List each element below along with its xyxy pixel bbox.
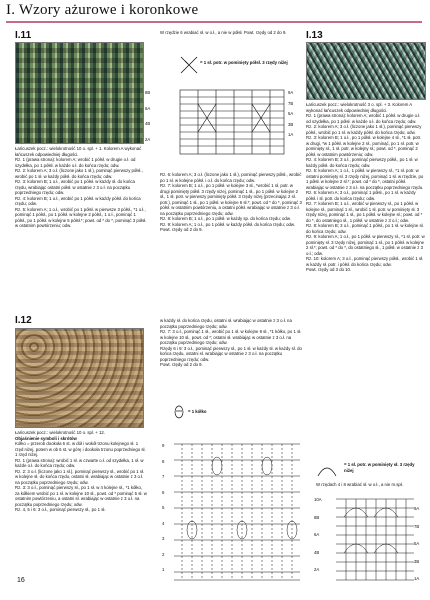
chart-i12-row-label: 2 bbox=[162, 551, 165, 557]
text-i13 bbox=[306, 102, 425, 273]
row-i12-mid-3: Rzędy 6 i 9: 3 o.ł., pominąć pierwszy sł., po 1 sł. w każdy sł. w każdy sł. do końca rzędu, ostatni sł. wrabiając w ostatnie z 3 o.ł. na początku poprzedniego rzędu; odw. bbox=[160, 345, 302, 362]
chart-i13-row-label: 3B bbox=[414, 558, 420, 564]
chart-i12-row-label: 7 bbox=[162, 474, 165, 479]
row-i11-8: Rz. 8: kolorem B; 1 o.ł., po 1 półsł. w każdy sp. do końca rzędu; odw. bbox=[160, 216, 291, 221]
legend-symbol-i12 bbox=[172, 403, 186, 419]
row-label: 2A bbox=[145, 136, 151, 142]
row-labels-i13-right bbox=[414, 506, 428, 582]
intro-i13: Łańcuszek pocz.: wielokrotność 3 o. spl. + 3. Kolorem A wykonać łańcuszek odpowiedniej długości. bbox=[306, 102, 412, 113]
chart-i13-row-label: 8B bbox=[314, 514, 320, 520]
row-label: 7B bbox=[288, 100, 294, 106]
row-i12-5: Rz. 4, 5 i 6: 3 o.ł., pominąć pierwszy sł., po 1 sł. bbox=[15, 507, 106, 512]
row-i11-9: Rz. 9: kolorem A; 1 o.ł., po 1 półsł. w każdy półsł. do końca rzędu; odw. Powt. rzędy od 2 do 9. bbox=[160, 221, 295, 232]
row-labels-i11-right bbox=[288, 90, 304, 138]
legend-symbol-i13 bbox=[316, 460, 338, 478]
row-i12-mid-2: Rz. 7: 3 o.ł., pominąć 1 sł., wrobić po 1 sł. w kolejne 9 sł., *1 kółko, po 1 sł. w kolejne 10 sł., powt. od *; ostatni sł. wrabiając w ostatnie z 3 o.ł. na początku poprzedniego rzędu; odw. bbox=[160, 329, 302, 345]
row-i13-2: Rz. 2: kolorem A; 3 o.ł. (liczone jako 1 sł.), pominąć pierwszy półsł., wrobić po 1 sł. w każdy półsł. do końca rzędu; odw. bbox=[306, 124, 422, 135]
legend-i12: = 1 kółko bbox=[188, 409, 207, 414]
text-i11-mid bbox=[160, 172, 302, 233]
chart-i12-row-label: 3 bbox=[162, 536, 165, 541]
chart-i13-row-label: 9A bbox=[414, 506, 420, 511]
text-i12 bbox=[15, 430, 147, 513]
intro-i12: Łańcuszek pocz.: wielokrotność 10 o. spl. + 12. bbox=[15, 430, 105, 435]
row-label: 1A bbox=[288, 132, 294, 137]
chart-i13-row-label: 4B bbox=[314, 549, 320, 555]
row-i11-2: Rz. 2: kolorem A; 3 o.ł. (liczone jako 1 sł.), pominąć pierwszy półsł., wrobić po 1 sł. w każdy półsł. do końca rzędu; odw. bbox=[15, 168, 143, 179]
chart-i12-row-label: 6 bbox=[162, 489, 165, 495]
chart-i13-row-label: 10A bbox=[314, 497, 322, 502]
chart-i12-row-label: 5 bbox=[162, 505, 165, 510]
chart-i13-row-label: 7B bbox=[414, 523, 420, 529]
row-i13-6: Rz. 6: kolorem A; 3 o.ł., pominąć 1 półsł., po 1 sł. w każdy półsł. i sł. potr. do końca rzędu; odw. bbox=[306, 190, 416, 201]
row-i12-3: Rz. 2: 3 o.ł. (liczone jako 1 sł.), pominąć pierwszy sł., wrobić po 1 sł. w kolejne sł. do końca rzędu, ostatni sł. wrabiając w ostatnie z 3 o.ł. na początku poprzedniego rzędu; odw. bbox=[15, 468, 145, 485]
row-label: 3B bbox=[288, 121, 294, 127]
page-number: 16 bbox=[17, 577, 25, 584]
chart-i12-row-label: 1 bbox=[162, 567, 165, 572]
chart-i13-row-label: 2A bbox=[314, 567, 320, 572]
heading-i12: Objaśnienie symboli i skrótów bbox=[15, 435, 77, 441]
row-i13-repeat: Powt. rzędy od 3 do 10. bbox=[306, 267, 352, 272]
row-i13-4: Rz. 4: kolorem B; 3 o.ł., pominąć pierwszy półsł., po 1 sł. w każdy półsł. do końca rzędu; odw. bbox=[306, 157, 418, 168]
row-labels-i12 bbox=[162, 443, 172, 573]
pattern-label-i13: I.13 bbox=[306, 30, 323, 41]
row-i11-3: Rz. 3: kolorem B; 1 o.ł., wrobić po 1 półsł. w każdy sł. do końca rzędu, wrabiając ostatni półsł. w ostatnie z 3 o.ł. na początku poprzedniego rzędu; odw. bbox=[15, 179, 135, 195]
pattern-label-i11: I.11 bbox=[15, 30, 32, 41]
chart-i12 bbox=[172, 430, 302, 590]
row-labels-i11-left bbox=[145, 90, 161, 142]
chart-i13-row-label: 6A bbox=[314, 532, 320, 537]
row-label: 5A bbox=[288, 111, 294, 116]
row-label: 8B bbox=[145, 90, 151, 95]
row-i11-4: Rz. 4: kolorem B; 1 o.ł., wrobić po 1 półsł. w każdy półsł. do końca rzędu; odw. bbox=[15, 195, 141, 206]
legend-i11: = 1 sł. potr. w pominięty półsł. 3 rzędy niżej bbox=[200, 60, 288, 65]
chart-i12-row-label: 9 bbox=[162, 443, 165, 448]
row-i13-3: Rz. 3: kolorem B; 1 o.ł., po 1 półsł. w kolejne 4 sł., *1 sł. potr. w drugi, *w 1 półsł. w kolejne 2 sł., pominąć, po 1 sł. potr. w pominięty sł., 1 sł. potr. w kolejny sł.; powt. od *, pominąć 2 półsł. w ostatnim powtórzeniu; odw. bbox=[306, 135, 422, 157]
page-title: I. Wzory ażurowe i koronkowe bbox=[6, 2, 199, 18]
row-i11-6: Rz. 6: kolorem A; 3 o.ł. (liczone jako 1 sł.), pominąć pierwszy półsł., wrobić po 1 sł. w kolejne półsł. i o.ł. do końca rzędu; odw. bbox=[160, 172, 302, 183]
row-label: 9A bbox=[288, 90, 294, 95]
row-i11-1: Rz. 1 (prawa strona): kolorem A; wrobić 1 półsł. w drugie o.ł. od szydełka, po 1 półsł. w każde o.ł. do końca rzędu; odw. bbox=[15, 157, 136, 168]
row-label: 6A bbox=[145, 105, 151, 111]
chart-i11 bbox=[158, 82, 308, 162]
row-i12-4: Rz. 3: 3 o.ł., pominąć pierwszy sł., po 1 sł. w 4 kolejne sł., *1 kółko, za kółkiem wrobić po 1 sł. w kolejne 10 sł., powt. od * pominąć 5 sł. w ostatnim powtórzeniu, a ostatni sł. wrabiając w ostatnie z 3 o.ł. na początku poprzedniego rzędu; odw. bbox=[15, 485, 147, 507]
row-i13-10: Rz. 10: kolorem A; 3 o.ł., pominąć pierwszy półsł., wrobić 1 sł. w każdy sł. potr. i półsł. do końca rzędu; odw. bbox=[306, 256, 424, 267]
title-rule bbox=[6, 21, 422, 23]
intro-i11-mid: W rzędzie 6 wrabiać sł. w o.ł., a nie w półsł. Powt. rzędy od 2 do 9. bbox=[160, 30, 287, 35]
row-i12-2: Rz. 1 (prawa strona): wrobić 1 sł. w czwarte o.ł. od szydełka, 1 sł. w każde o.ł. do końca rzędu; odw. bbox=[15, 457, 144, 468]
chart-i13-row-label: 1A bbox=[414, 576, 420, 581]
chart-i12-row-label: 4 bbox=[162, 520, 165, 526]
legend-i13: = 1 sł. potr. w pominięty sł. 3 rzędy niżej bbox=[344, 462, 415, 473]
row-label: 4B bbox=[145, 121, 151, 126]
row-i11-7: Rz. 7: kolorem B; 1 o.ł., po 1 półsł. w kolejne 3 sł., *wrobić 1 sł. potr. w drugi pominięty półsł. 3 rzędy niżej, pominąć 1 sł., po 1 półsł. w kolejne 2 sł., 1 sł. potr. w pierwszy pominięty półsł. 3 rzędy niżej (przecinając 2 sł. potr.), pominąć 1 sł., po 1 półsł. w kolejne 6 sł.*; powt. od * do *, pominąć 3 półsł. w ostatnim powtórzeniu, a ostatni półsł. wrabiając w ostatnie z 3 o.ł. na początku poprzedniego rzędu; odw. bbox=[160, 183, 302, 216]
legend-symbol-i11 bbox=[180, 56, 198, 74]
swatch-photo-i13 bbox=[306, 42, 426, 100]
row-i12-1: Kółko = przerob dookoła 6 st. w dół i wokół trzonu kolejnego sł. 1 rzęd niżej, potem w ob 6 st. w górę i dookoła trzonu poprzedniego sł. 1 rzęd niżej. bbox=[15, 441, 146, 457]
note-i13: W rzędach 4 i 8 wrabiać sł. w o.ł., a nie m.spł. bbox=[316, 482, 403, 487]
row-labels-i13-left bbox=[314, 497, 328, 573]
pattern-label-i12: I.12 bbox=[15, 315, 32, 326]
row-i13-1: Rz. 1 (prawa strona): kolorem A; wrobić 1 półsł. w drugie o.ł. od szydełka, po 1 półsł. w każde o.ł. do końca rzędu; odw. bbox=[306, 113, 421, 124]
swatch-photo-i12 bbox=[15, 328, 144, 428]
chart-i13-row-label: 5A bbox=[414, 541, 420, 546]
row-i13-7: Rz. 7: kolorem B; 1 o.ł., wrobić w pierwszy sł., po 1 półsł. w kolejne sł., pominąć 1 sł., wrobić 1 sł. potr. w pominięty sł. 3 rzędy niżej, pominąć 1 sł., po 1 półsł. w kolejne sł.; powt. od * do *, do ostatniego sł., 1 półsł. w ostatnie z 3 o.ł.; odw. bbox=[306, 201, 423, 223]
row-i13-8: Rz. 8: kolorem B; 3 o.ł., pominąć 1 półsł., po 1 sł. w kolejne sł. do końca rzędu; odw. bbox=[306, 223, 424, 234]
chart-i13 bbox=[326, 495, 421, 590]
chart-i12-row-label: 8 bbox=[162, 458, 165, 464]
row-i13-5: Rz. 5: kolorem A; 1 o.ł., 1 półsł. w pierwszy sł., *1 sł. potr. w ostatni pominięty sł. 3 rzędy niżej, pominąć 1 sł. w rzędzie, po 1 półsł. w kolejne 2 sł.*; powt. od * do *, ostatni półsł. wrabiając w ostatnie z 3 o.ł. na początku poprzedniego rzędu. bbox=[306, 168, 424, 190]
text-i11 bbox=[15, 146, 147, 229]
row-i12-mid-1: w każdy sł. do końca rzędu, ostatni sł. wrabiając w ostatnie z 3 o.ł. na początku poprzedniego rzędu; odw. bbox=[160, 318, 292, 329]
intro-i11: Łańcuszek pocz.: wielokrotność 10 o. spl. + 1. Kolorem A wykonać łańcuszek odpowiedniej długości. bbox=[15, 146, 142, 157]
row-i13-9: Rz. 9: kolorem A; 1 o.ł., po 1 półsł. w pierwszy sł., *1 sł. potr. w pominięty sł. 3 rzędy niżej, pominąć 1 sł., po 1 półsł. w kolejne 2 sł.*; powt. od * do *, do ostatniego sł., 1 półsł. w ostatnie z 3 o.ł.; odw. bbox=[306, 234, 425, 256]
text-i12-mid bbox=[160, 318, 302, 368]
row-i12-mid-4: Powt. rzędy od 2 do 9. bbox=[160, 362, 203, 367]
swatch-photo-i11 bbox=[15, 42, 144, 144]
row-i11-5: Rz. 5: kolorem A; 1 o.ł., wrobić po 1 półsł. w pierwsze 3 półsł., *1 o.ł., pominąć 1 półsł., po 1 półsł. w kolejne 2 półsł., 1 o.ł., pominąć 1 półsł., po 1 półsł. w kolejne 5 półsł.*; powt. od * do *, pominąć 3 półsł. w ostatnim powtórzeniu; odw. bbox=[15, 206, 147, 228]
